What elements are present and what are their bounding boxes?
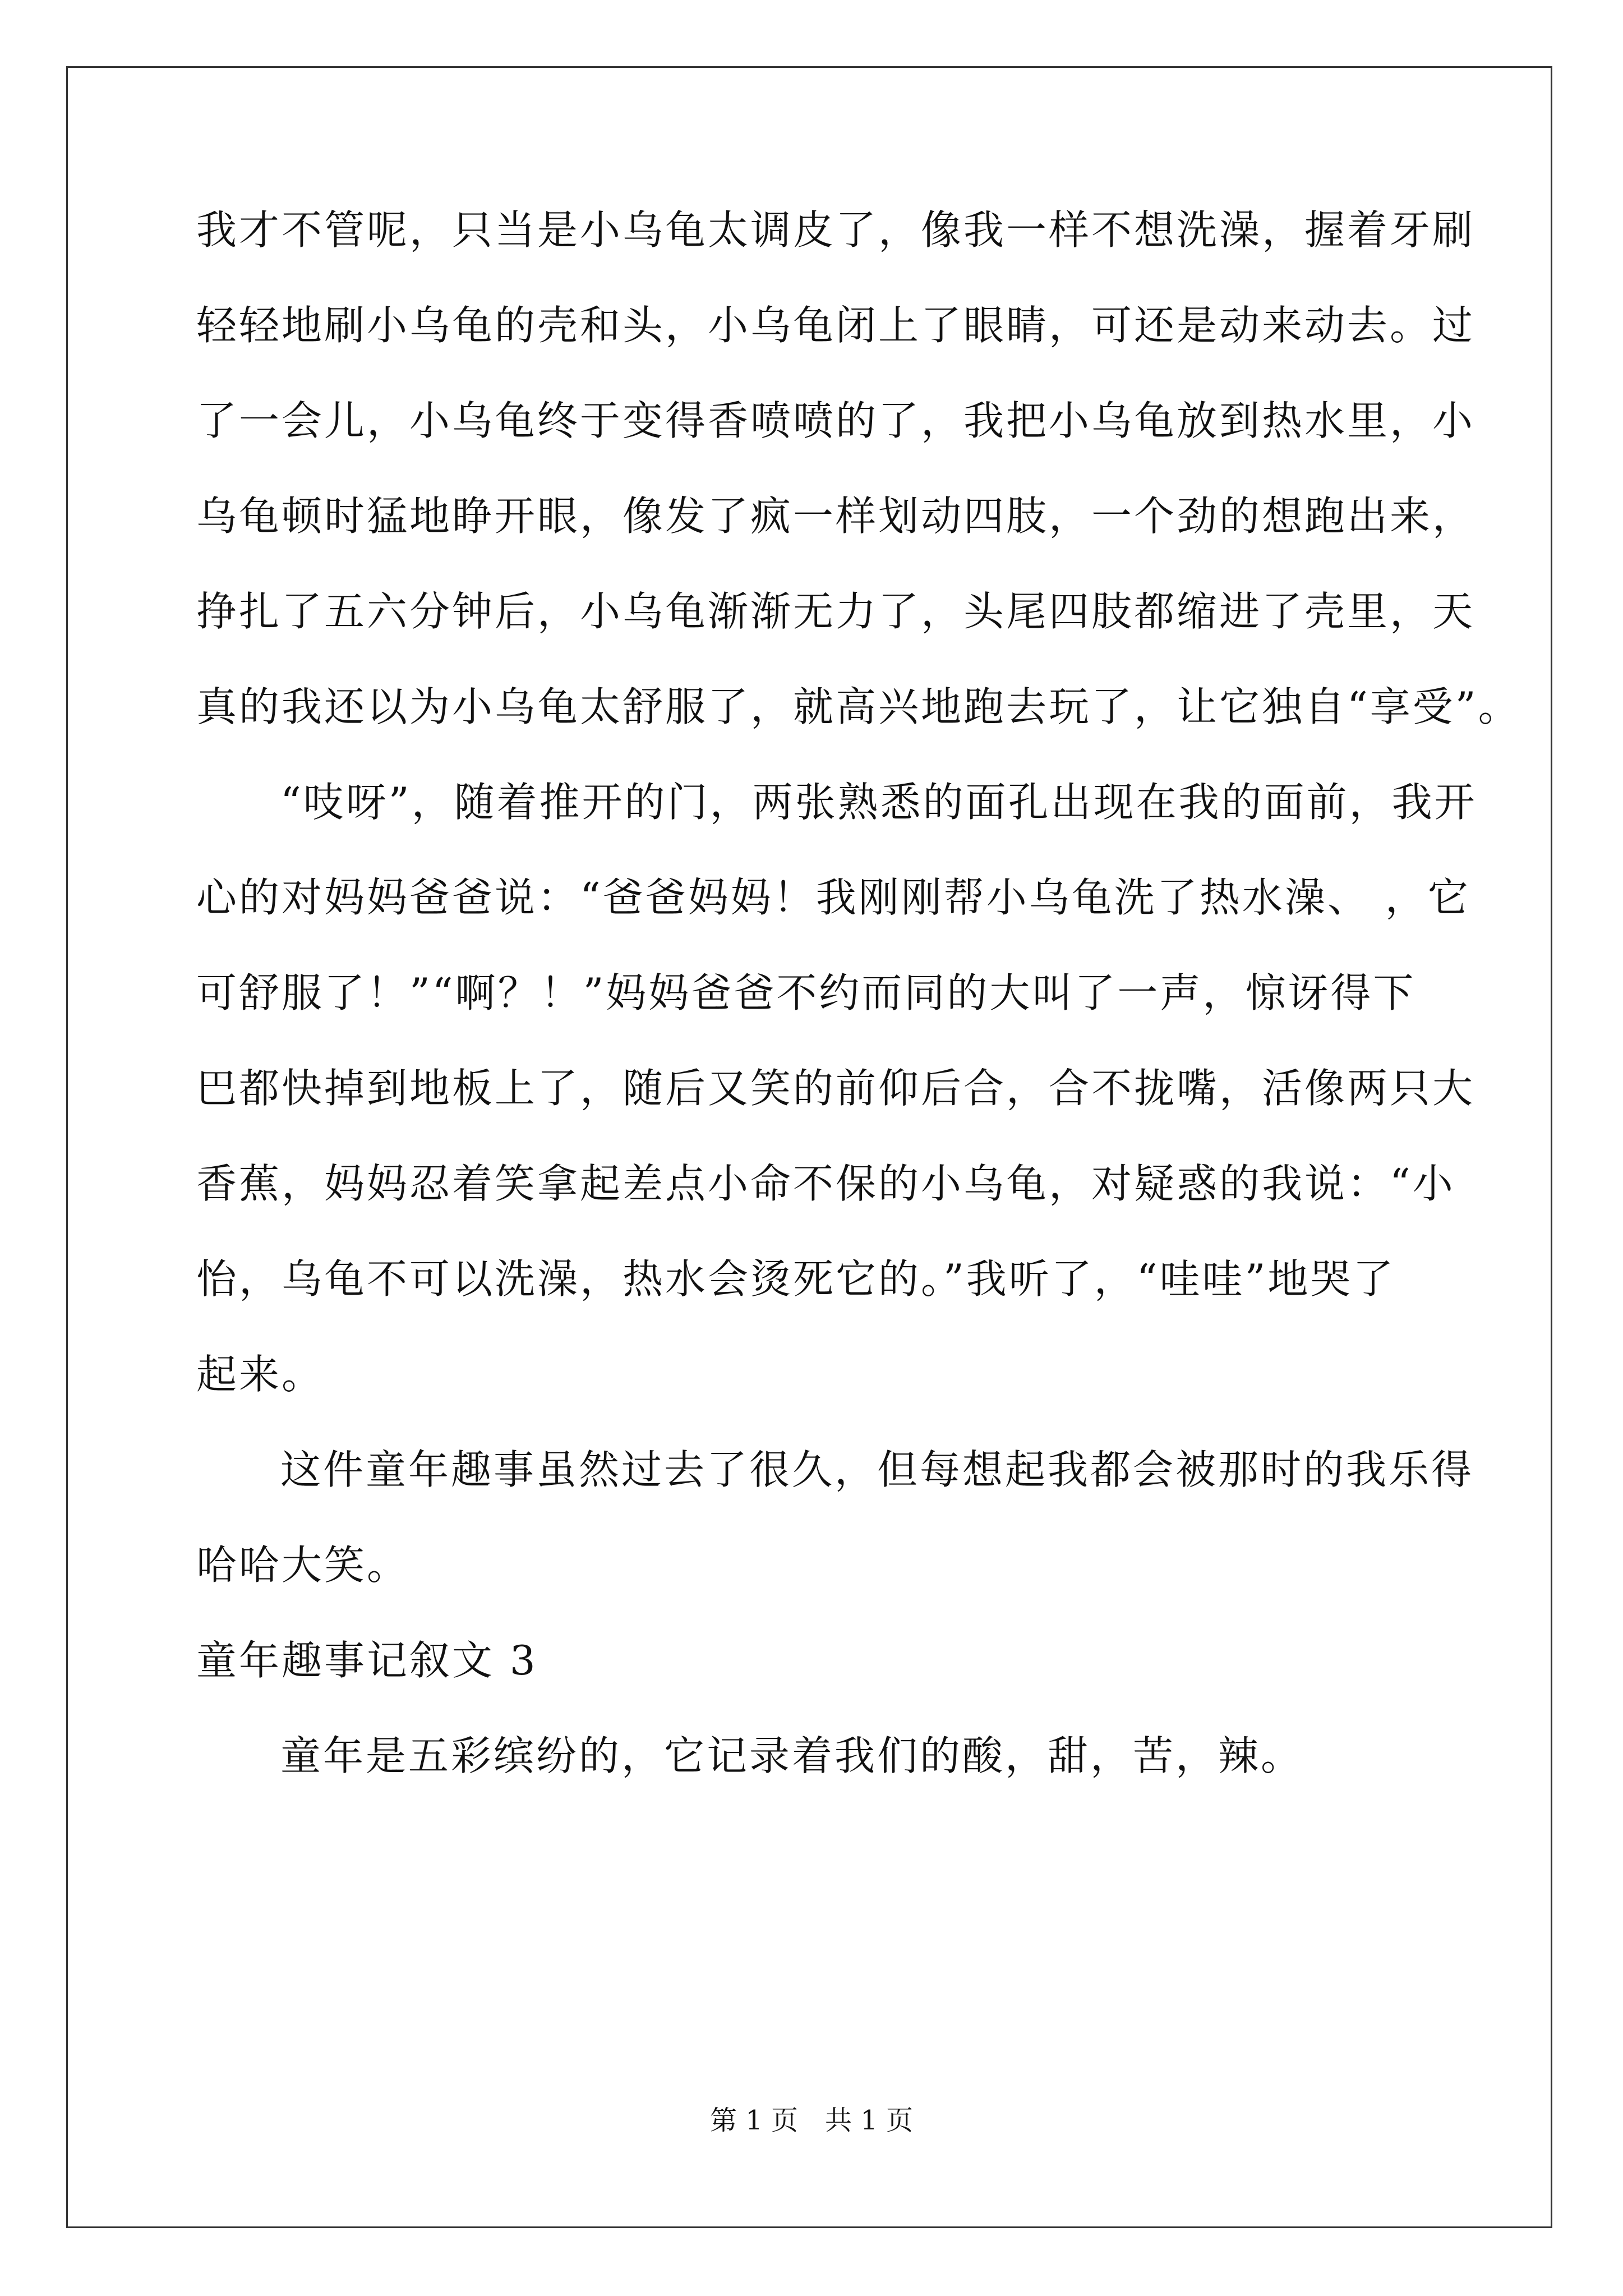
page-number: 第 1 页 共 1 页 [709, 2105, 914, 2136]
paragraph-line: 童年是五彩缤纷的，它记录着我们的酸，甜，苦，辣。 [280, 1732, 1304, 1779]
paragraph-line: “吱呀”，随着推开的门，两张熟悉的面孔出现在我的面前，我开 [280, 779, 1477, 826]
paragraph-line: 巴都快掉到地板上了，随后又笑的前仰后合，合不拢嘴，活像两只大 [196, 1065, 1476, 1112]
paragraph-line: 心的对妈妈爸爸说：“爸爸妈妈！我刚刚帮小乌龟洗了热水澡、 ，它 [196, 874, 1470, 921]
paragraph-line: 轻轻地刷小乌龟的壳和头，小乌龟闭上了眼睛，可还是动来动去。过 [196, 302, 1476, 349]
section-heading: 童年趣事记叙文 3 [196, 1637, 538, 1684]
paragraph-line: 可舒服了！”“啊？！”妈妈爸爸不约而同的大叫了一声，惊讶得下 [196, 969, 1416, 1016]
paragraph-line: 了一会儿，小乌龟终于变得香喷喷的了，我把小乌龟放到热水里，小 [196, 397, 1476, 444]
paragraph-line: 香蕉，妈妈忍着笑拿起差点小命不保的小乌龟，对疑惑的我说：“小 [196, 1160, 1455, 1207]
paragraph-line: 挣扎了五六分钟后，小乌龟渐渐无力了，头尾四肢都缩进了壳里，天 [196, 588, 1476, 635]
paragraph-line: 怡，乌龟不可以洗澡，热水会烫死它的。”我听了，“哇哇”地哭了 [196, 1255, 1396, 1303]
paragraph-line: 我才不管呢，只当是小乌龟太调皮了，像我一样不想洗澡，握着牙刷 [196, 206, 1476, 254]
paragraph-line: 乌龟顿时猛地睁开眼，像发了疯一样划动四肢，一个劲的想跑出来， [196, 493, 1476, 540]
paragraph-line: 这件童年趣事虽然过去了很久，但每想起我都会被那时的我乐得 [280, 1446, 1474, 1493]
page-border [66, 66, 1552, 2228]
paragraph-line: 起来。 [196, 1351, 325, 1398]
paragraph-line: 哈哈大笑。 [196, 1542, 410, 1589]
paragraph-line: 真的我还以为小乌龟太舒服了，就高兴地跑去玩了，让它独自“享受”。 [196, 683, 1521, 730]
